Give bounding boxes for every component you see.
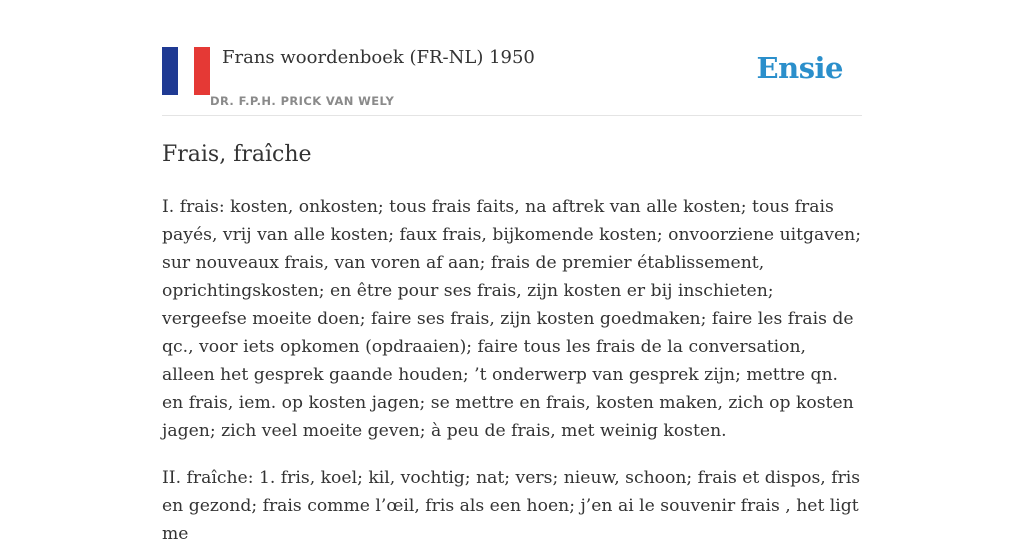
dictionary-author: DR. F.P.H. PRICK VAN WELY — [210, 94, 395, 108]
definition-paragraph: I. frais: kosten, onkosten; tous frais faits, na aftrek van alle kosten; tous frais payés, vrij van alle kosten; faux frais, bijkomende kosten; onvoorziene uitgaven; sur nouveaux frais, van voren af aan; frais de premier établissement, oprichtingskosten; en être pour ses frais, zijn kosten er bij inschieten; vergeefse moeite doen; faire ses frais, zijn kosten goedmaken; faire les frais de qc., voor iets opkomen (opdraaien); faire tous les frais de la conversation, alleen het gesprek gaande houden; ’t onderwerp van gesprek zijn; mettre qn. en frais, iem. op kosten jagen; se mettre en frais, kosten maken, zich op kosten jagen; zich veel moeite geven; à peu de frais, met weinig kosten. — [162, 197, 862, 441]
dictionary-header — [162, 40, 862, 116]
france-flag-icon — [162, 47, 210, 95]
dictionary-entry-card — [162, 40, 862, 548]
dictionary-title-link[interactable]: Frans woordenboek (FR-NL) 1950 — [222, 47, 535, 68]
flag-stripe-red — [194, 47, 210, 95]
ensie-logo-link[interactable]: Ensie — [756, 51, 843, 85]
flag-stripe-blue — [162, 47, 178, 95]
definition-paragraph: II. fraîche: 1. fris, koel; kil, vochtig; nat; vers; nieuw, schoon; frais et dispos, fris en gezond; frais comme l’œil, fris als een hoen; j’en ai le souvenir frais , het ligt me — [162, 468, 861, 544]
flag-stripe-white — [178, 47, 194, 95]
entry-title: Frais, fraîche — [162, 142, 312, 167]
